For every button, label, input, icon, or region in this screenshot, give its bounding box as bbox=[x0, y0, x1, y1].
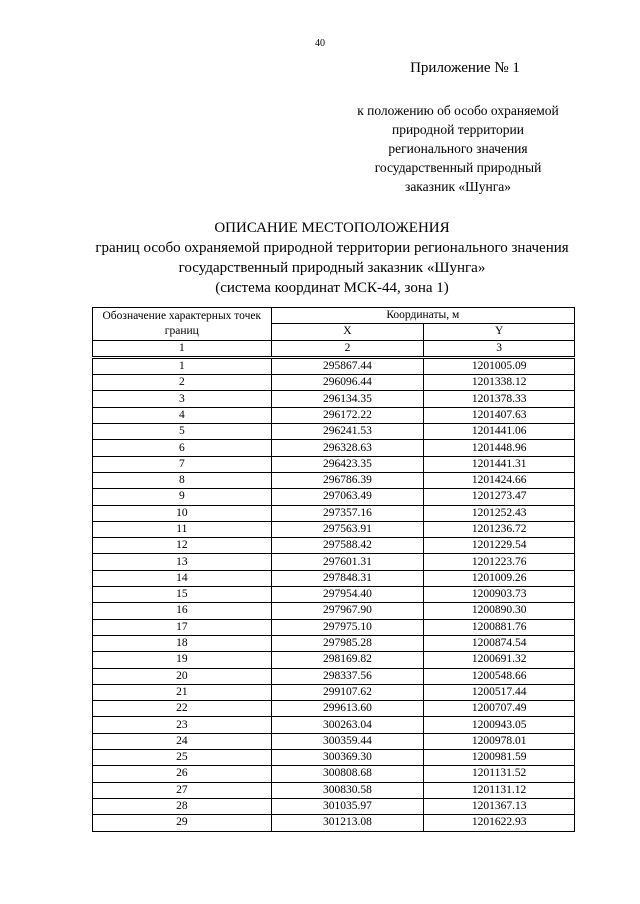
point-cell: 1 bbox=[93, 357, 272, 374]
table-row bbox=[93, 391, 575, 407]
y-coordinate-cell: 1200943.05 bbox=[424, 717, 575, 733]
point-cell: 6 bbox=[93, 440, 272, 456]
appendix-reference bbox=[338, 101, 578, 196]
x-coordinate-cell: 295867.44 bbox=[271, 357, 424, 374]
point-cell: 18 bbox=[93, 635, 272, 651]
document-subtitle-line: границ особо охраняемой природной территории регионального значения bbox=[95, 240, 569, 256]
table-row bbox=[93, 782, 575, 798]
point-cell: 27 bbox=[93, 782, 272, 798]
coordinates-table-body bbox=[93, 357, 575, 831]
point-cell: 16 bbox=[93, 603, 272, 619]
table-row bbox=[93, 750, 575, 766]
appendix-reference-line: к положению об особо охраняемой bbox=[357, 103, 559, 118]
point-cell: 10 bbox=[93, 505, 272, 521]
table-row bbox=[93, 603, 575, 619]
table-row bbox=[93, 815, 575, 831]
table-row bbox=[93, 587, 575, 603]
y-coordinate-cell: 1200903.73 bbox=[424, 587, 575, 603]
x-coordinate-cell: 297588.42 bbox=[271, 538, 424, 554]
x-coordinate-cell: 298169.82 bbox=[271, 652, 424, 668]
y-coordinate-cell: 1200981.59 bbox=[424, 750, 575, 766]
x-coordinate-cell: 296786.39 bbox=[271, 472, 424, 488]
x-coordinate-cell: 297967.90 bbox=[271, 603, 424, 619]
table-row bbox=[93, 472, 575, 488]
x-coordinate-cell: 300808.68 bbox=[271, 766, 424, 782]
x-coordinate-cell: 300830.58 bbox=[271, 782, 424, 798]
point-cell: 22 bbox=[93, 701, 272, 717]
column-number: 3 bbox=[424, 340, 575, 357]
y-coordinate-cell: 1201009.26 bbox=[424, 570, 575, 586]
y-coordinate-cell: 1201131.52 bbox=[424, 766, 575, 782]
x-coordinate-cell: 297975.10 bbox=[271, 619, 424, 635]
y-coordinate-cell: 1200890.30 bbox=[424, 603, 575, 619]
table-row bbox=[93, 489, 575, 505]
y-coordinate-cell: 1201367.13 bbox=[424, 798, 575, 814]
point-cell: 2 bbox=[93, 375, 272, 391]
table-row bbox=[93, 538, 575, 554]
y-coordinate-cell: 1201005.09 bbox=[424, 357, 575, 374]
page-number: 40 bbox=[315, 38, 325, 49]
x-coordinate-cell: 301035.97 bbox=[271, 798, 424, 814]
point-cell: 15 bbox=[93, 587, 272, 603]
y-coordinate-cell: 1201273.47 bbox=[424, 489, 575, 505]
point-cell: 28 bbox=[93, 798, 272, 814]
y-coordinate-cell: 1201441.31 bbox=[424, 456, 575, 472]
table-row bbox=[93, 619, 575, 635]
point-cell: 20 bbox=[93, 668, 272, 684]
y-coordinate-cell: 1201424.66 bbox=[424, 472, 575, 488]
table-row bbox=[93, 652, 575, 668]
x-coordinate-cell: 300263.04 bbox=[271, 717, 424, 733]
point-cell: 5 bbox=[93, 424, 272, 440]
table-row bbox=[93, 357, 575, 374]
x-coordinate-cell: 301213.08 bbox=[271, 815, 424, 831]
y-coordinate-cell: 1200548.66 bbox=[424, 668, 575, 684]
coordinates-column-header: Координаты, м bbox=[271, 308, 574, 324]
point-cell: 14 bbox=[93, 570, 272, 586]
x-coordinate-cell: 296328.63 bbox=[271, 440, 424, 456]
y-coordinate-cell: 1201223.76 bbox=[424, 554, 575, 570]
x-coordinate-cell: 297848.31 bbox=[271, 570, 424, 586]
y-coordinate-cell: 1201622.93 bbox=[424, 815, 575, 831]
appendix-reference-line: заказник «Шунга» bbox=[404, 179, 511, 194]
table-row bbox=[93, 766, 575, 782]
coordinates-table bbox=[92, 307, 575, 832]
table-row bbox=[93, 717, 575, 733]
x-coordinate-cell: 297601.31 bbox=[271, 554, 424, 570]
point-cell: 7 bbox=[93, 456, 272, 472]
point-cell: 12 bbox=[93, 538, 272, 554]
point-cell: 26 bbox=[93, 766, 272, 782]
x-coordinate-cell: 296423.35 bbox=[271, 456, 424, 472]
table-row bbox=[93, 668, 575, 684]
table-row bbox=[93, 456, 575, 472]
column-number: 2 bbox=[271, 340, 424, 357]
point-cell: 11 bbox=[93, 521, 272, 537]
x-coordinate-cell: 297985.28 bbox=[271, 635, 424, 651]
x-coordinate-cell: 297357.16 bbox=[271, 505, 424, 521]
appendix-reference-line: природной территории bbox=[391, 122, 525, 137]
y-column-header: Y bbox=[424, 324, 575, 340]
table-row bbox=[93, 375, 575, 391]
x-coordinate-cell: 297954.40 bbox=[271, 587, 424, 603]
document-subtitle-line: (система координат МСК-44, зона 1) bbox=[215, 280, 449, 296]
y-coordinate-cell: 1201441.06 bbox=[424, 424, 575, 440]
y-coordinate-cell: 1200691.32 bbox=[424, 652, 575, 668]
y-coordinate-cell: 1200874.54 bbox=[424, 635, 575, 651]
y-coordinate-cell: 1201229.54 bbox=[424, 538, 575, 554]
x-coordinate-cell: 296096.44 bbox=[271, 375, 424, 391]
appendix-reference-line: регионального значения bbox=[388, 141, 528, 156]
table-row bbox=[93, 440, 575, 456]
table-row bbox=[93, 505, 575, 521]
y-coordinate-cell: 1201378.33 bbox=[424, 391, 575, 407]
document-subtitle-line: государственный природный заказник «Шунга» bbox=[178, 260, 486, 276]
point-cell: 19 bbox=[93, 652, 272, 668]
table-row bbox=[93, 798, 575, 814]
table-row bbox=[93, 554, 575, 570]
point-column-header: Обозначение характерных точек границ bbox=[93, 308, 272, 341]
appendix-reference-line: государственный природный bbox=[374, 160, 542, 175]
table-row bbox=[93, 733, 575, 749]
column-number: 1 bbox=[93, 340, 272, 357]
table-row bbox=[93, 684, 575, 700]
y-coordinate-cell: 1200517.44 bbox=[424, 684, 575, 700]
x-coordinate-cell: 299107.62 bbox=[271, 684, 424, 700]
point-cell: 23 bbox=[93, 717, 272, 733]
point-cell: 9 bbox=[93, 489, 272, 505]
appendix-title: Приложение № 1 bbox=[410, 60, 520, 76]
point-cell: 8 bbox=[93, 472, 272, 488]
y-coordinate-cell: 1201131.12 bbox=[424, 782, 575, 798]
table-row bbox=[93, 521, 575, 537]
point-cell: 17 bbox=[93, 619, 272, 635]
point-cell: 29 bbox=[93, 815, 272, 831]
document-heading bbox=[0, 218, 640, 298]
x-coordinate-cell: 300359.44 bbox=[271, 733, 424, 749]
point-cell: 4 bbox=[93, 407, 272, 423]
x-column-header: X bbox=[271, 324, 424, 340]
point-cell: 24 bbox=[93, 733, 272, 749]
point-cell: 13 bbox=[93, 554, 272, 570]
table-row bbox=[93, 407, 575, 423]
table-row bbox=[93, 424, 575, 440]
table-row bbox=[93, 635, 575, 651]
x-coordinate-cell: 299613.60 bbox=[271, 701, 424, 717]
x-coordinate-cell: 297563.91 bbox=[271, 521, 424, 537]
y-coordinate-cell: 1201338.12 bbox=[424, 375, 575, 391]
x-coordinate-cell: 298337.56 bbox=[271, 668, 424, 684]
point-cell: 21 bbox=[93, 684, 272, 700]
y-coordinate-cell: 1201448.96 bbox=[424, 440, 575, 456]
y-coordinate-cell: 1201236.72 bbox=[424, 521, 575, 537]
point-cell: 3 bbox=[93, 391, 272, 407]
x-coordinate-cell: 296134.35 bbox=[271, 391, 424, 407]
table-row bbox=[93, 701, 575, 717]
point-cell: 25 bbox=[93, 750, 272, 766]
y-coordinate-cell: 1200881.76 bbox=[424, 619, 575, 635]
y-coordinate-cell: 1200707.49 bbox=[424, 701, 575, 717]
x-coordinate-cell: 300369.30 bbox=[271, 750, 424, 766]
y-coordinate-cell: 1200978.01 bbox=[424, 733, 575, 749]
x-coordinate-cell: 297063.49 bbox=[271, 489, 424, 505]
y-coordinate-cell: 1201252.43 bbox=[424, 505, 575, 521]
y-coordinate-cell: 1201407.63 bbox=[424, 407, 575, 423]
x-coordinate-cell: 296172.22 bbox=[271, 407, 424, 423]
table-row bbox=[93, 570, 575, 586]
document-title: ОПИСАНИЕ МЕСТОПОЛОЖЕНИЯ bbox=[214, 220, 450, 236]
x-coordinate-cell: 296241.53 bbox=[271, 424, 424, 440]
